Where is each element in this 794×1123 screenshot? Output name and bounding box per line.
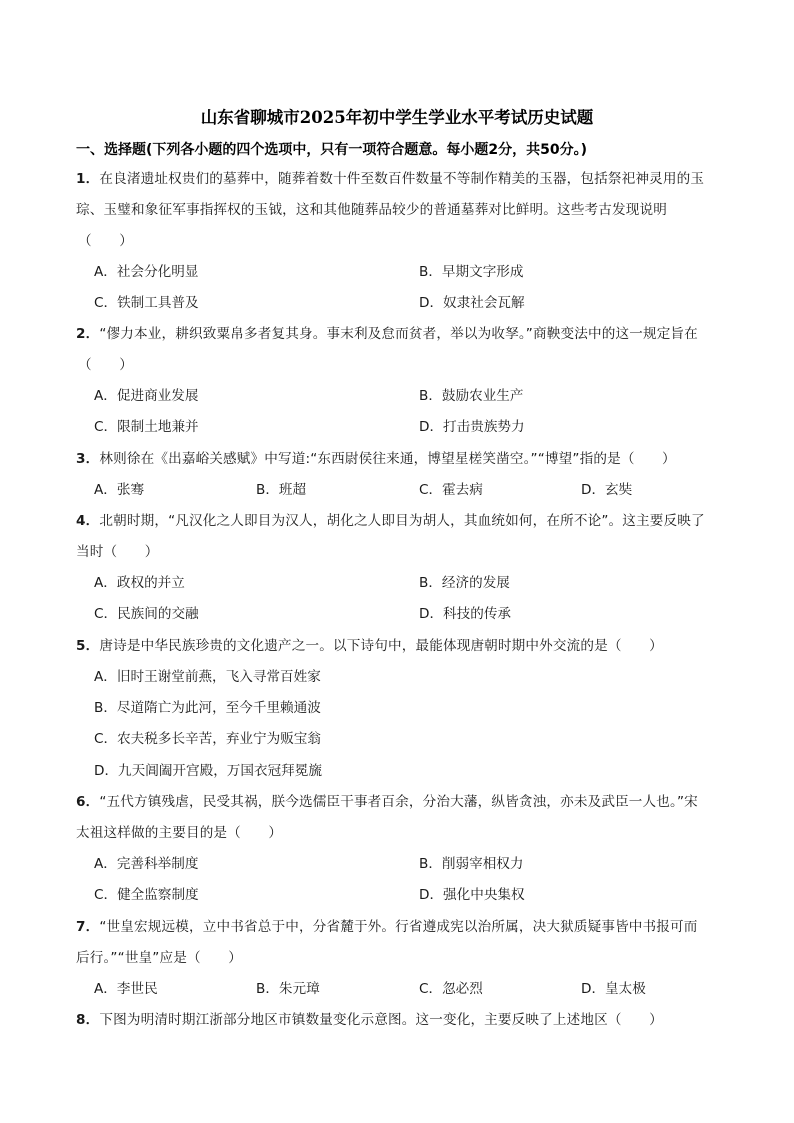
question-6-line-2: 太祖这样做的主要目的是（ ）: [76, 825, 283, 841]
question-6-option-c: C．健全监察制度: [94, 887, 199, 903]
question-4-option-a: A．政权的并立: [94, 575, 185, 591]
question-5-line-1: 5．唐诗是中华民族珍贵的文化遗产之一。以下诗句中，最能体现唐朝时期中外交流的是（ ）: [76, 638, 663, 654]
question-7-line-1: 7．“世皇宏规远模，立中书省总于中，分省麓于外。行省遵成宪以治所属，决大狱质疑事皆中书报可而: [76, 919, 698, 935]
question-7-line-2: 后行。”“世皇”应是（ ）: [76, 950, 242, 966]
question-2-line-1: 2．“僇力本业，耕织致粟帛多者复其身。事末利及怠而贫者，举以为收孥。”商鞅变法中的这一规定旨在: [76, 326, 698, 342]
question-3-option-a: A．张骞: [94, 482, 145, 498]
question-1-option-d: D．奴隶社会瓦解: [419, 295, 525, 311]
question-3-line-1: 3．林则徐在《出嘉峪关感赋》中写道:“东西尉侯往来通，博望星槎笑凿空。”“博望”指的是（ ）: [76, 451, 676, 467]
question-2-line-2: （ ）: [78, 357, 133, 373]
question-1-option-b: B．早期文字形成: [419, 264, 524, 280]
question-1-option-c: C．铁制工具普及: [94, 295, 199, 311]
question-number: 7．: [76, 919, 100, 935]
question-number: 6．: [76, 794, 100, 810]
question-1-option-a: A．社会分化明显: [94, 264, 199, 280]
question-5-option-d: D．九天阊阖开宫殿，万国衣冠拜冕旒: [94, 763, 322, 779]
question-number: 4．: [76, 513, 100, 529]
exam-title: 山东省聊城市2025年初中学生学业水平考试历史试题: [200, 108, 594, 127]
question-5-option-c: C．农夫税多长辛苦，弃业宁为贩宝翁: [94, 731, 321, 747]
question-3-option-d: D．玄奘: [581, 482, 633, 498]
question-6-option-b: B．削弱宰相权力: [419, 856, 524, 872]
question-6-option-d: D．强化中央集权: [419, 887, 525, 903]
question-3-option-c: C．霍去病: [419, 482, 483, 498]
question-number: 2．: [76, 326, 100, 342]
question-2-option-c: C．限制土地兼并: [94, 419, 199, 435]
question-7-option-a: A．李世民: [94, 981, 158, 997]
question-4-line-1: 4．北朝时期，“凡汉化之人即目为汉人，胡化之人即目为胡人，其血统如何，在所不论”。这主要反映了: [76, 513, 705, 529]
question-8-line-1: 8．下图为明清时期江浙部分地区市镇数量变化示意图。这一变化，主要反映了上述地区（ ）: [76, 1012, 663, 1028]
question-7-option-c: C．忽必烈: [419, 981, 483, 997]
question-4-option-c: C．民族间的交融: [94, 606, 199, 622]
question-number: 5．: [76, 638, 100, 654]
question-7-option-b: B．朱元璋: [256, 981, 320, 997]
question-1-line-1: 1．在良渚遗址权贵们的墓葬中，随葬着数十件至数百件数量不等制作精美的玉器，包括祭祀神灵用的玉: [76, 171, 705, 187]
question-number: 8．: [76, 1012, 100, 1028]
question-6-option-a: A．完善科举制度: [94, 856, 199, 872]
question-1-line-2: 琮、玉璧和象征军事指挥权的玉钺，这和其他随葬品较少的普通墓葬对比鲜明。这些考古发现说明: [76, 202, 667, 218]
question-3-option-b: B．班超: [256, 482, 307, 498]
question-4-option-b: B．经济的发展: [419, 575, 510, 591]
question-2-option-d: D．打击贵族势力: [419, 419, 525, 435]
question-7-option-d: D．皇太极: [581, 981, 646, 997]
question-4-line-2: 当时（ ）: [76, 544, 159, 560]
question-5-option-a: A．旧时王谢堂前燕，飞入寻常百姓家: [94, 669, 321, 685]
question-number: 3．: [76, 451, 100, 467]
section-heading: 一、选择题(下列各小题的四个选项中，只有一项符合题意。每小题2分，共50分。): [76, 142, 588, 158]
question-1-line-3: （ ）: [78, 233, 133, 249]
question-5-option-b: B．尽道隋亡为此河，至今千里赖通波: [94, 700, 321, 716]
question-6-line-1: 6．“五代方镇残虐，民受其祸，朕今选儒臣干事者百余，分治大藩，纵皆贪浊，亦未及武臣一人也。”宋: [76, 794, 698, 810]
question-4-option-d: D．科技的传承: [419, 606, 512, 622]
question-number: 1．: [76, 171, 100, 187]
question-2-option-b: B．鼓励农业生产: [419, 388, 524, 404]
question-2-option-a: A．促进商业发展: [94, 388, 199, 404]
